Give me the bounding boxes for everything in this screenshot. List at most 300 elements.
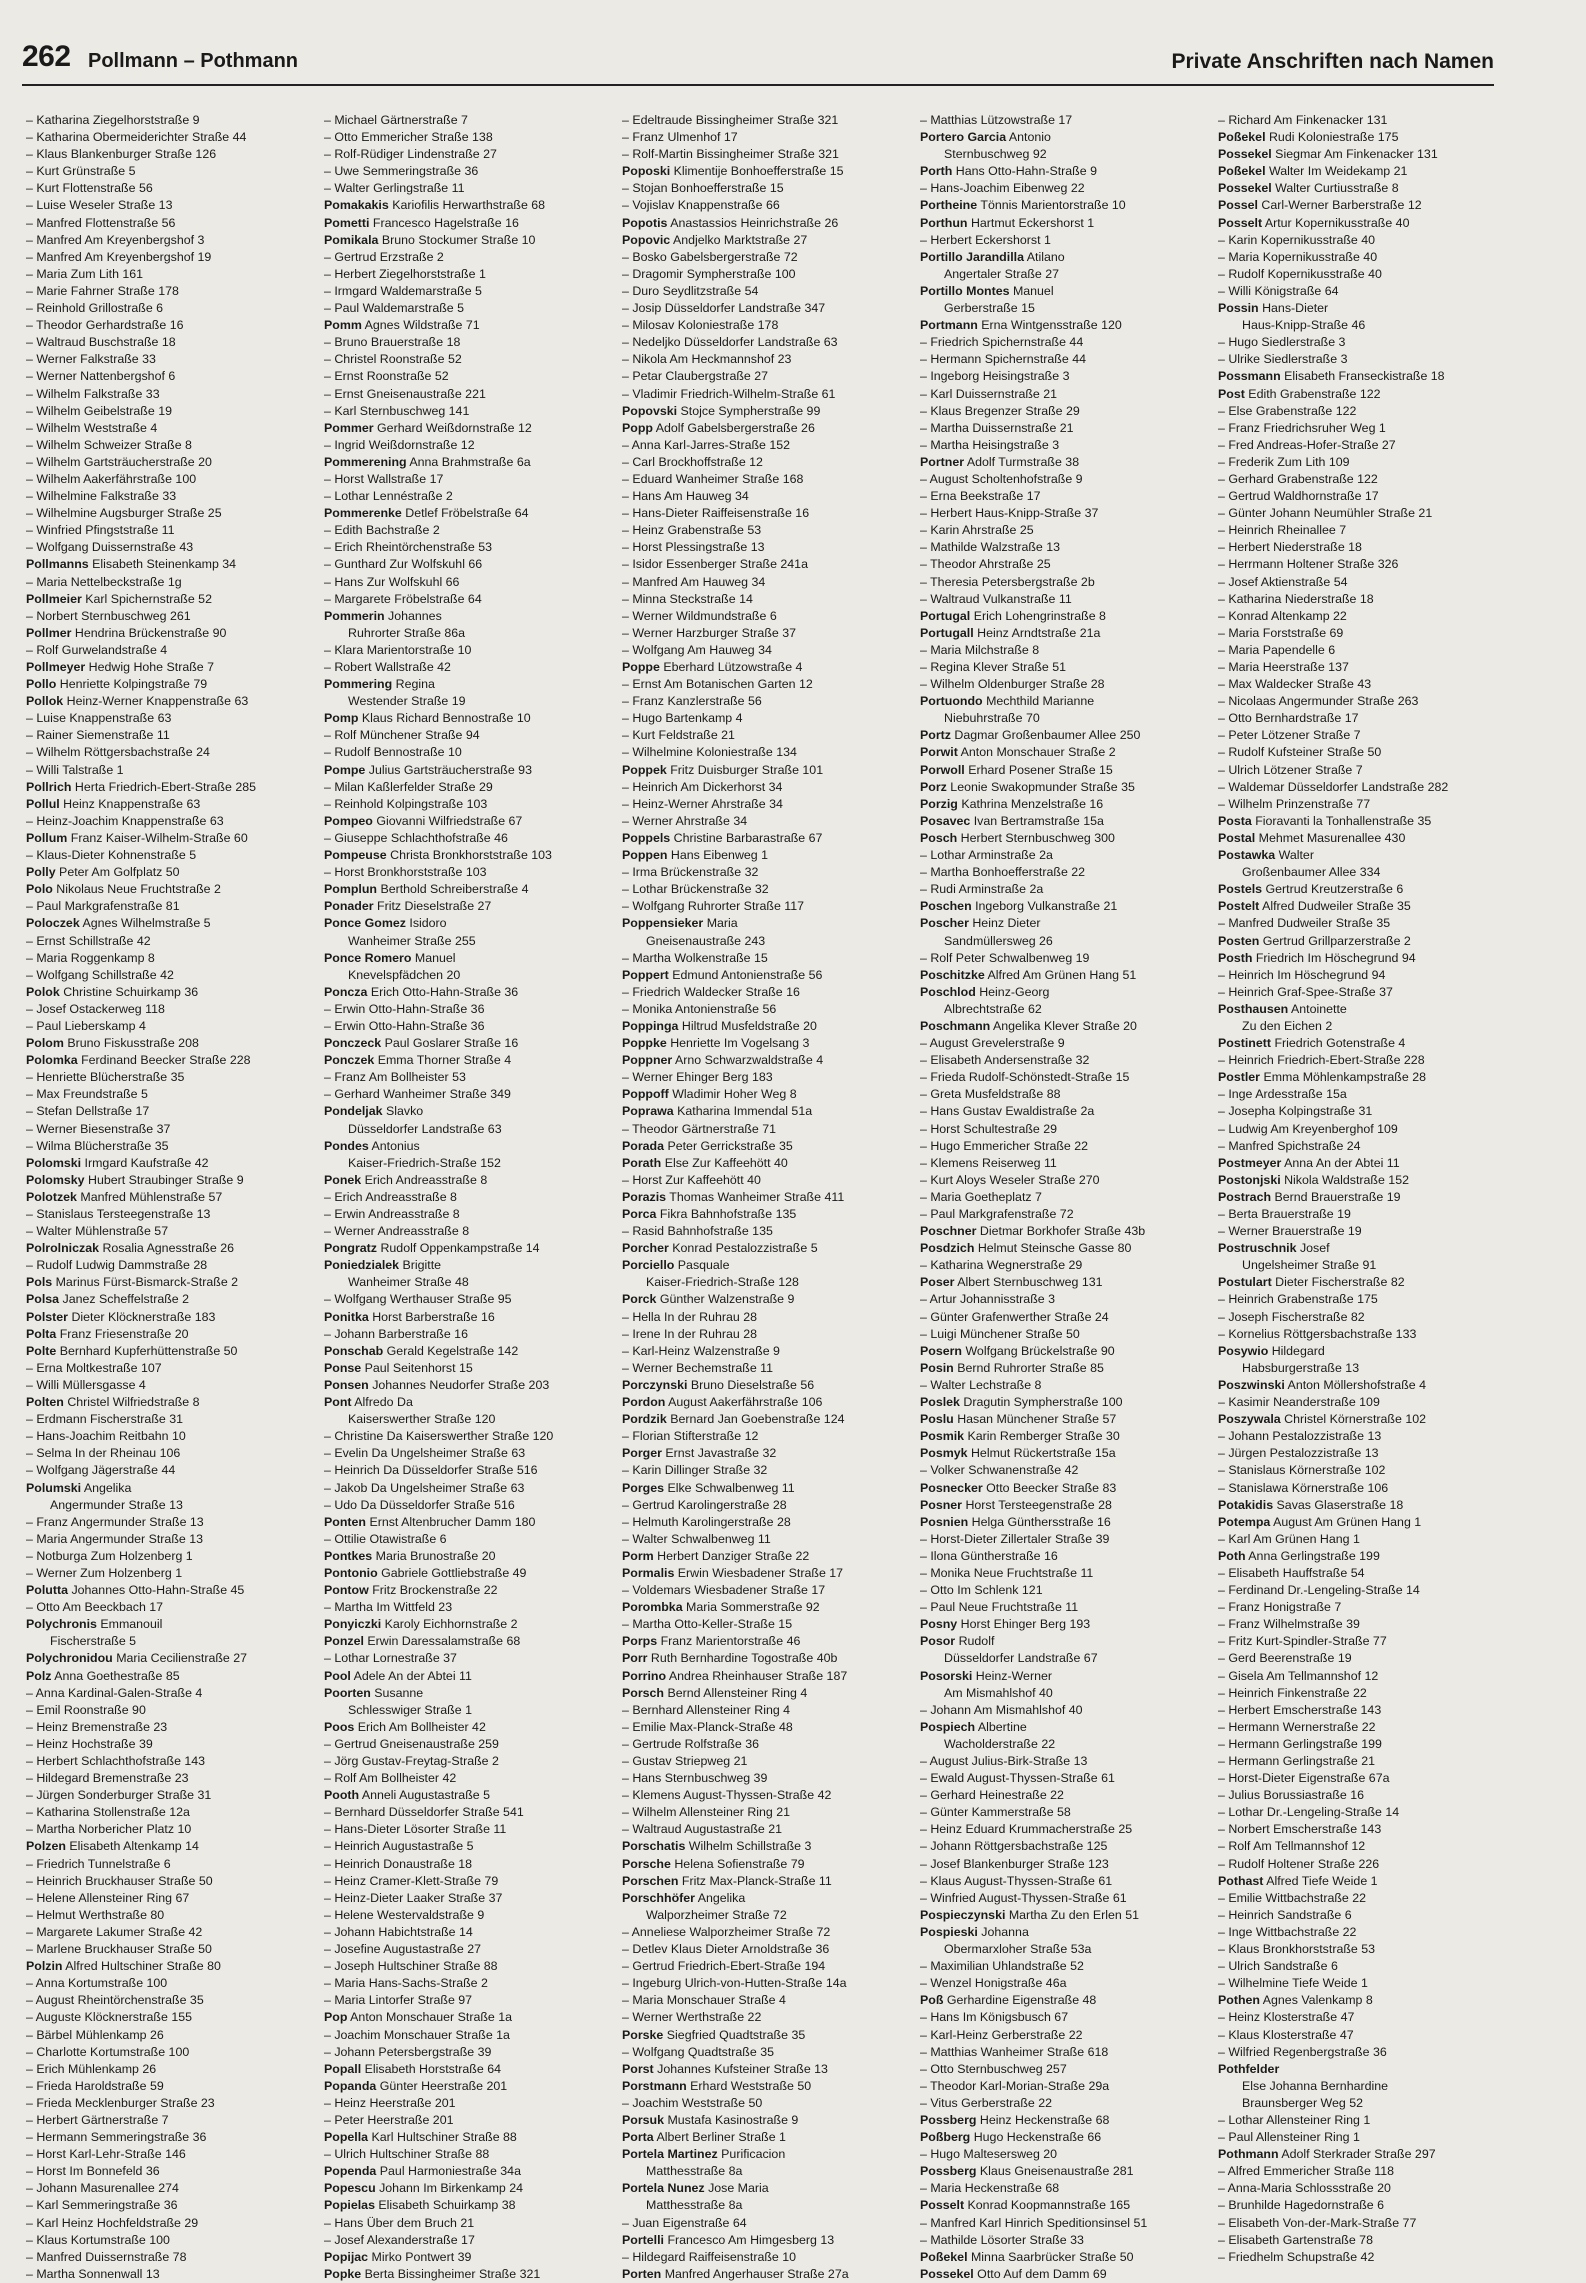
surname: Pollok: [26, 694, 64, 709]
directory-entry: – Friedrich Tunnelstraße 6: [26, 1856, 171, 1871]
surname: Porst: [622, 2061, 654, 2076]
directory-entry: – Lothar Allensteiner Ring 1: [1218, 2112, 1371, 2127]
directory-entry: Pommer Gerhard Weißdornstraße 12: [324, 420, 532, 435]
directory-entry: – Franz Ulmenhof 17: [622, 130, 738, 145]
directory-entry: Knevelspfädchen 20: [348, 967, 461, 982]
surname: Polomski: [26, 1155, 82, 1170]
directory-entry: – Vladimir Friedrich-Wilhelm-Straße 61: [622, 386, 836, 401]
directory-entry: – Edeltraude Bissingheimer Straße 321: [622, 113, 839, 127]
directory-entry: – Artur Johannisstraße 3: [920, 1292, 1055, 1307]
directory-entry: – Wilhelm Prinzenstraße 77: [1218, 796, 1371, 811]
surname: Poppek: [622, 762, 667, 777]
directory-entry: – Hugo Bartenkamp 4: [622, 711, 743, 726]
surname: Polster: [26, 1309, 69, 1324]
directory-entry: – Heinrich Sandstraße 6: [1218, 1907, 1352, 1922]
directory-entry: – Heinrich Augustastraße 5: [324, 1839, 474, 1854]
directory-entry: Posern Wolfgang Brückelstraße 90: [920, 1343, 1115, 1358]
directory-entry: – Hugo Emmericher Straße 22: [920, 1138, 1089, 1153]
directory-entry: – Karl-Heinz Walzenstraße 9: [622, 1343, 780, 1358]
directory-entry: Gneisenaustraße 243: [646, 933, 766, 948]
directory-entry: – Petar Claubergstraße 27: [622, 369, 769, 384]
directory-entry: Ponse Paul Seitenhorst 15: [324, 1360, 473, 1375]
directory-entry: – Helene Westervaldstraße 9: [324, 1907, 485, 1922]
directory-entry: Posor Rudolf: [920, 1634, 995, 1649]
directory-entry: Poschmann Angelika Klever Straße 20: [920, 1018, 1137, 1033]
directory-entry: – Otto Im Schlenk 121: [920, 1583, 1043, 1598]
surname: Posin: [920, 1360, 954, 1375]
directory-entry: Porth Hans Otto-Hahn-Straße 9: [920, 164, 1097, 179]
directory-entry: Pollok Heinz-Werner Knappenstraße 63: [26, 694, 249, 709]
surname: Possberg: [920, 2112, 977, 2127]
surname: Ponader: [324, 899, 374, 914]
directory-entry: – Theodor Ahrstraße 25: [920, 557, 1051, 572]
directory-entry: Porsche Helena Sofienstraße 79: [622, 1856, 805, 1871]
directory-entry: – Maria Milchstraße 8: [920, 642, 1040, 657]
directory-entry: – Kurt Aloys Weseler Straße 270: [920, 1172, 1100, 1187]
directory-entry: Portillo Jarandilla Atilano: [920, 249, 1065, 264]
directory-entry: Porr Ruth Bernhardine Togostraße 40b: [622, 1651, 838, 1666]
surname: Ponsen: [324, 1377, 369, 1392]
directory-entry: – Otto Emmericher Straße 138: [324, 130, 493, 145]
surname: Ponzel: [324, 1634, 364, 1649]
directory-entry: – Heinrich Graf-Spee-Straße 37: [1218, 984, 1393, 999]
surname: Poloczek: [26, 916, 80, 931]
directory-entry: Polychronidou Maria Cecilienstraße 27: [26, 1651, 248, 1666]
directory-entry: – Johann Röttgersbachstraße 125: [920, 1839, 1108, 1854]
directory-entry: – Horst Schultestraße 29: [920, 1121, 1058, 1136]
directory-entry: Pooth Anneli Augustastraße 5: [324, 1788, 490, 1803]
directory-entry: – Maria Roggenkamp 8: [26, 950, 155, 965]
directory-entry: – Wilhelm Geibelstraße 19: [26, 403, 172, 418]
directory-entry: – Hermann Gerlingstraße 199: [1218, 1736, 1382, 1751]
surname: Pooth: [324, 1788, 360, 1803]
directory-entry: Zu den Eichen 2: [1242, 1018, 1333, 1033]
directory-entry: Postawka Walter: [1218, 848, 1314, 863]
directory-entry: Pontkes Maria Brunostraße 20: [324, 1548, 496, 1563]
directory-entry: – Selma In der Rheinau 106: [26, 1446, 181, 1461]
directory-entry: Porrino Andrea Rheinhauser Straße 187: [622, 1668, 848, 1683]
surname: Portelli: [622, 2232, 664, 2247]
directory-entry: Portheine Tönnis Marientorstraße 10: [920, 198, 1126, 213]
surname: Posta: [1218, 813, 1252, 828]
directory-entry: Ponyiczki Karoly Eichhornstraße 2: [324, 1617, 518, 1632]
directory-entry: Possekel Siegmar Am Finkenacker 131: [1218, 147, 1438, 162]
directory-entry: Pollmanns Elisabeth Steinenkamp 34: [26, 557, 237, 572]
directory-entry: Polo Nikolaus Neue Fruchtstraße 2: [26, 882, 221, 897]
directory-entry: – Paul Allensteiner Ring 1: [1218, 2130, 1360, 2145]
directory-entry: – Katharina Niederstraße 18: [1218, 591, 1374, 606]
directory-entry: Porciello Pasquale: [622, 1258, 730, 1273]
directory-entry: – Vitus Gerberstraße 22: [920, 2095, 1053, 2110]
directory-entry: Popovski Stojce Sympherstraße 99: [622, 403, 821, 418]
directory-entry: Posdzich Helmut Steinsche Gasse 80: [920, 1241, 1132, 1256]
directory-entry: Matthesstraße 8a: [646, 2164, 743, 2179]
directory-entry: Postler Emma Möhlenkampstraße 28: [1218, 1070, 1426, 1085]
surname: Portmann: [920, 318, 978, 333]
directory-entry: – Hans Zur Wolfskuhl 66: [324, 574, 460, 589]
directory-entry: – Frederik Zum Lith 109: [1218, 454, 1350, 469]
surname: Pomm: [324, 318, 362, 333]
directory-entry: – Werner Wildmundstraße 6: [622, 608, 777, 623]
directory-entry: Poniedzialek Brigitte: [324, 1258, 442, 1273]
surname: Pomakakis: [324, 198, 389, 213]
directory-entry: – Christine Da Kaiserswerther Straße 120: [324, 1429, 554, 1444]
directory-entry: Porges Elke Schwalbenweg 11: [622, 1480, 795, 1495]
surname: Pommerening: [324, 454, 407, 469]
directory-entry: – Otto Bernhardstraße 17: [1218, 711, 1359, 726]
directory-entry: – Werner Zum Holzenberg 1: [26, 1565, 183, 1580]
directory-entry: – Max Freundstraße 5: [26, 1087, 148, 1102]
directory-entry: Portz Dagmar Großenbaumer Allee 250: [920, 728, 1141, 743]
surname: Possekel: [1218, 147, 1272, 162]
directory-entry: – Heinrich Da Düsseldorfer Straße 516: [324, 1463, 538, 1478]
surname: Pomikala: [324, 232, 379, 247]
directory-entry: – Klaus Bregenzer Straße 29: [920, 403, 1080, 418]
surname: Ponce Romero: [324, 950, 412, 965]
directory-entry: – Werner Falkstraße 33: [26, 352, 156, 367]
directory-entry: – Werner Bechemstraße 11: [622, 1360, 774, 1375]
directory-entry: – Karl Sternbuschweg 141: [324, 403, 470, 418]
directory-entry: – Volker Schwanenstraße 42: [920, 1463, 1079, 1478]
surname: Popenda: [324, 2164, 377, 2179]
directory-entry: Posavec Ivan Bertramstraße 15a: [920, 813, 1104, 828]
surname: Porciello: [622, 1258, 675, 1273]
directory-entry: – Anna Kardinal-Galen-Straße 4: [26, 1685, 203, 1700]
directory-entry: – Hugo Maltesersweg 20: [920, 2147, 1058, 2162]
surname: Pop: [324, 2010, 348, 2025]
directory-entry: – Maria Lintorfer Straße 97: [324, 1993, 473, 2008]
directory-entry: – Willi Talstraße 1: [26, 762, 124, 777]
directory-entry: – Rudolf Bennostraße 10: [324, 745, 462, 760]
directory-entry: – Horst-Dieter Eigenstraße 67a: [1218, 1771, 1390, 1786]
surname: Porsch: [622, 1685, 665, 1700]
directory-entry: Porthun Hartmut Eckershorst 1: [920, 215, 1095, 230]
directory-entry: – Heinrich Im Höschegrund 94: [1218, 967, 1386, 982]
directory-entry: Porten Manfred Angerhauser Straße 27a: [622, 2266, 849, 2281]
surname: Polly: [26, 865, 56, 880]
directory-entry: – Josef Aktienstraße 54: [1218, 574, 1348, 589]
directory-entry: Poslek Dragutin Sympherstraße 100: [920, 1395, 1123, 1410]
directory-entry: – Horst Plessingstraße 13: [622, 540, 765, 555]
directory-column-3: [622, 112, 910, 2283]
directory-entry: – Elisabeth Andersenstraße 32: [920, 1053, 1090, 1068]
directory-entry: Poppinga Hiltrud Musfeldstraße 20: [622, 1018, 817, 1033]
surname: Portugall: [920, 625, 974, 640]
surname: Pollrich: [26, 779, 72, 794]
directory-entry: – Manfred Am Kreyenbergshof 19: [26, 249, 212, 264]
directory-entry: – Erich Andreasstraße 8: [324, 1189, 457, 1204]
directory-entry: Pommerening Anna Brahmstraße 6a: [324, 454, 531, 469]
directory-entry: – Stefan Dellstraße 17: [26, 1104, 150, 1119]
directory-entry: Porwoll Erhard Posener Straße 15: [920, 762, 1113, 777]
directory-entry: – Notburga Zum Holzenberg 1: [26, 1548, 193, 1563]
directory-entry: Angermunder Straße 13: [50, 1497, 183, 1512]
surname: Portillo Jarandilla: [920, 249, 1024, 264]
directory-entry: – Günter Kammerstraße 58: [920, 1805, 1071, 1820]
directory-entry: – Herbert Schlachthofstraße 143: [26, 1754, 206, 1768]
directory-entry: – Katharina Ziegelhorststraße 9: [26, 113, 200, 127]
directory-entry: Posmik Karin Remberger Straße 30: [920, 1429, 1120, 1444]
surname: Pompe: [324, 762, 366, 777]
surname: Poslek: [920, 1395, 960, 1410]
surname: Porm: [622, 1548, 654, 1563]
directory-entry: – Stanislaus Tersteegenstraße 13: [26, 1207, 211, 1221]
surname: Posner: [920, 1497, 963, 1512]
surname: Pondes: [324, 1138, 369, 1153]
directory-entry: – Greta Musfeldstraße 88: [920, 1087, 1061, 1102]
surname: Polsa: [26, 1292, 60, 1307]
directory-entry: – Manfred Dudweiler Straße 35: [1218, 916, 1391, 931]
directory-entry: – Josepha Kolpingstraße 31: [1218, 1104, 1373, 1119]
directory-entry: – Heinz Hochstraße 39: [26, 1736, 153, 1751]
surname: Porczynski: [622, 1377, 688, 1392]
directory-entry: – Waltraud Buschstraße 18: [26, 335, 176, 350]
directory-entry: – Martha Sonnenwall 13: [26, 2266, 160, 2281]
directory-entry: – Gerhard Heinestraße 22: [920, 1788, 1064, 1803]
directory-entry: – Theresia Petersbergstraße 2b: [920, 574, 1095, 589]
surname: Pongratz: [324, 1241, 378, 1256]
surname: Popovic: [622, 232, 671, 247]
directory-entry: – Udo Da Düsseldorfer Straße 516: [324, 1497, 515, 1512]
directory-entry: Großenbaumer Allee 334: [1242, 865, 1381, 880]
directory-entry: – Stanislaus Körnerstraße 102: [1218, 1463, 1386, 1478]
directory-entry: Polzen Elisabeth Altenkamp 14: [26, 1839, 199, 1854]
directory-entry: – Reinhold Grillostraße 6: [26, 301, 164, 316]
directory-entry: – Erich Mühlenkamp 26: [26, 2061, 157, 2076]
directory-entry: – Elisabeth Von-der-Mark-Straße 77: [1218, 2215, 1417, 2230]
surname: Poschlod: [920, 984, 976, 999]
surname: Portugal: [920, 608, 971, 623]
directory-entry: – Voldemars Wiesbadener Straße 17: [622, 1583, 826, 1598]
directory-entry: Pondeljak Slavko: [324, 1104, 424, 1119]
directory-entry: – Bernhard Düsseldorfer Straße 541: [324, 1805, 524, 1820]
directory-entry: Sandmüllersweg 26: [944, 933, 1053, 948]
directory-entry: – Klaus-Dieter Kohnenstraße 5: [26, 848, 197, 863]
directory-entry: – Herbert Haus-Knipp-Straße 37: [920, 506, 1099, 521]
directory-entry: – Heinz-Werner Ahrstraße 34: [622, 796, 783, 811]
surname: Popovski: [622, 403, 678, 418]
directory-entry: Poßekel Rudi Koloniestraße 175: [1218, 130, 1399, 145]
directory-entry: Polster Dieter Klöcknerstraße 183: [26, 1309, 216, 1324]
directory-entry: Ponce Gomez Isidoro: [324, 916, 447, 931]
surname: Pospieski: [920, 1924, 978, 1939]
surname: Polom: [26, 1036, 64, 1051]
surname: Posavec: [920, 813, 971, 828]
surname: Postels: [1218, 882, 1263, 897]
directory-entry: Possberg Heinz Heckenstraße 68: [920, 2112, 1110, 2127]
surname: Polte: [26, 1343, 57, 1358]
directory-entry: – Gertrud Gneisenaustraße 259: [324, 1736, 499, 1751]
directory-entry: Ponsen Johannes Neudorfer Straße 203: [324, 1377, 550, 1392]
surname: Porz: [920, 779, 947, 794]
directory-entry: – Theodor Gerhardstraße 16: [26, 318, 184, 333]
directory-entry: Portela Nunez Jose Maria: [622, 2181, 769, 2196]
surname: Pordzik: [622, 1412, 667, 1427]
directory-entry: Poschlod Heinz-Georg: [920, 984, 1050, 999]
directory-entry: Pollum Franz Kaiser-Wilhelm-Straße 60: [26, 830, 248, 845]
directory-entry: – Winfried August-Thyssen-Straße 61: [920, 1890, 1127, 1905]
directory-entry: – Paul Markgrafenstraße 72: [920, 1207, 1074, 1221]
directory-entry: – Wolfgang Quadtstraße 35: [622, 2044, 774, 2059]
directory-entry: Pospiech Albertine: [920, 1719, 1027, 1734]
directory-entry: Post Edith Grabenstraße 122: [1218, 386, 1381, 401]
directory-entry: – Gertrude Rolfstraße 36: [622, 1736, 760, 1751]
directory-entry: – Karin Kopernikusstraße 40: [1218, 232, 1376, 247]
directory-entry: Pomakakis Kariofilis Herwarthstraße 68: [324, 198, 546, 213]
directory-entry: – Franz Friedrichsruher Weg 1: [1218, 420, 1386, 435]
directory-entry: – Wilhelm Falkstraße 33: [26, 386, 160, 401]
directory-entry: Posmyk Helmut Rückertstraße 15a: [920, 1446, 1116, 1461]
directory-entry: – Henriette Blücherstraße 35: [26, 1070, 185, 1085]
surname: Polta: [26, 1326, 57, 1341]
surname: Posmyk: [920, 1446, 968, 1461]
directory-column-4: [920, 112, 1208, 2283]
surname: Postmeyer: [1218, 1155, 1282, 1170]
directory-entry: Poßekel Minna Saarbrücker Straße 50: [920, 2249, 1134, 2264]
directory-entry: Portuondo Mechthild Marianne: [920, 694, 1095, 709]
directory-entry: – Monika Antonienstraße 56: [622, 1001, 777, 1016]
directory-entry: – Otto Sternbuschweg 257: [920, 2061, 1067, 2076]
directory-entry: – Ferdinand Dr.-Lengeling-Straße 14: [1218, 1583, 1420, 1598]
directory-entry: – August Grevelerstraße 9: [920, 1036, 1065, 1051]
directory-entry: – Werner Brauerstraße 19: [1218, 1224, 1362, 1239]
directory-entry: – Helmuth Karolingerstraße 28: [622, 1514, 791, 1529]
directory-entry: – Dragomir Sympherstraße 100: [622, 266, 796, 281]
directory-entry: – Charlotte Kortumstraße 100: [26, 2044, 190, 2059]
surname: Posorski: [920, 1668, 973, 1683]
directory-entry: – Ingeborg Heisingstraße 3: [920, 369, 1070, 384]
directory-entry: Albrechtstraße 62: [944, 1001, 1042, 1016]
directory-entry: – Hans Im Königsbusch 67: [920, 2010, 1069, 2025]
directory-entry: Pont Alfredo Da: [324, 1395, 413, 1410]
surname: Porck: [622, 1292, 657, 1307]
directory-entry: – Anna-Maria Schlossstraße 20: [1218, 2181, 1391, 2196]
directory-entry: Poppner Arno Schwarzwaldstraße 4: [622, 1053, 824, 1068]
directory-entry: – Ulrich Lötzener Straße 7: [1218, 762, 1363, 777]
directory-entry: – Brunhilde Hagedornstraße 6: [1218, 2198, 1384, 2213]
directory-entry: – Heinz Eduard Krummacherstraße 25: [920, 1822, 1133, 1837]
directory-entry: Popescu Johann Im Birkenkamp 24: [324, 2181, 524, 2196]
surname: Porschatis: [622, 1839, 686, 1854]
directory-entry: – Katharina Obermeiderichter Straße 44: [26, 130, 247, 145]
directory-entry: – Wilhelm Aakerfährstraße 100: [26, 471, 197, 486]
directory-entry: – Irmgard Waldemarstraße 5: [324, 283, 482, 298]
surname: Poth: [1218, 1548, 1246, 1563]
directory-entry: – Michael Gärtnerstraße 7: [324, 113, 468, 127]
surname: Portheine: [920, 198, 978, 213]
directory-entry: Pospieski Johanna: [920, 1924, 1029, 1939]
surname: Pommer: [324, 420, 374, 435]
surname: Ponce Gomez: [324, 916, 406, 931]
directory-entry: Else Johanna Bernhardine: [1242, 2078, 1389, 2093]
directory-entry: Popella Karl Hultschiner Straße 88: [324, 2130, 517, 2145]
directory-entry: Pop Anton Monschauer Straße 1a: [324, 2010, 513, 2025]
directory-entry: – Erna Moltkestraße 107: [26, 1360, 162, 1375]
directory-entry: – Heinrich Rheinallee 7: [1218, 523, 1347, 538]
directory-entry: Porps Franz Marientorstraße 46: [622, 1634, 801, 1649]
directory-entry: Posnecker Otto Beecker Straße 83: [920, 1480, 1117, 1495]
directory-entry: Porcher Konrad Pestalozzistraße 5: [622, 1241, 818, 1256]
surname: Posch: [920, 830, 958, 845]
directory-entry: – Gerhard Grabenstraße 122: [1218, 471, 1378, 486]
directory-entry: – Hildegard Bremenstraße 23: [26, 1771, 189, 1786]
directory-entry: Habsburgerstraße 13: [1242, 1360, 1360, 1375]
directory-entry: – Rolf Gurwelandstraße 4: [26, 642, 168, 657]
directory-entry: Popenda Paul Harmoniestraße 34a: [324, 2164, 521, 2179]
directory-entry: Posthausen Antoinette: [1218, 1001, 1347, 1016]
directory-entry: Pols Marinus Fürst-Bismarck-Straße 2: [26, 1275, 239, 1290]
directory-entry: – Marie Fahrner Straße 178: [26, 283, 179, 298]
surname: Polzen: [26, 1839, 66, 1854]
surname: Porger: [622, 1446, 662, 1461]
surname: Possekel: [920, 2266, 974, 2281]
surname: Pols: [26, 1275, 53, 1290]
directory-entry: Pometti Francesco Hagelstraße 16: [324, 215, 519, 230]
directory-entry: – Josip Düsseldorfer Landstraße 347: [622, 301, 826, 316]
directory-entry: – Gertrud Waldhornstraße 17: [1218, 489, 1379, 504]
directory-entry: Walporzheimer Straße 72: [646, 1907, 787, 1922]
directory-entry: Posch Herbert Sternbuschweg 300: [920, 830, 1115, 845]
directory-entry: Postrach Bernd Brauerstraße 19: [1218, 1189, 1401, 1204]
directory-entry: – Luise Weseler Straße 13: [26, 198, 173, 213]
surname: Potempa: [1218, 1514, 1271, 1529]
surname: Popall: [324, 2061, 362, 2076]
directory-entry: – Heinrich Finkenstraße 22: [1218, 1685, 1367, 1700]
directory-entry: – Berta Brauerstraße 19: [1218, 1207, 1351, 1221]
directory-entry: – Horst Im Bonnefeld 36: [26, 2164, 160, 2179]
directory-entry: – Hermann Spichernstraße 44: [920, 352, 1086, 367]
surname: Popella: [324, 2130, 369, 2145]
directory-entry: Pothast Alfred Tiefe Weide 1: [1218, 1873, 1378, 1888]
surname: Porthun: [920, 215, 968, 230]
directory-entry: – Heinz Bremenstraße 23: [26, 1719, 168, 1734]
directory-entry: – Heinrich Grabenstraße 175: [1218, 1292, 1378, 1307]
directory-entry: Pormalis Erwin Wiesbadener Straße 17: [622, 1565, 844, 1580]
directory-entry: – Klemens Reiserweg 11: [920, 1155, 1057, 1170]
directory-entry: – Manfred Spichstraße 24: [1218, 1138, 1361, 1153]
surname: Poßekel: [1218, 130, 1266, 145]
directory-entry: – Detlev Klaus Dieter Arnoldstraße 36: [622, 1942, 830, 1957]
directory-entry: Posin Bernd Ruhrorter Straße 85: [920, 1360, 1104, 1375]
directory-entry: – Johann Petersbergstraße 39: [324, 2044, 492, 2059]
directory-entry: Porstmann Erhard Weststraße 50: [622, 2078, 812, 2093]
directory-entry: – Hans Sternbuschweg 39: [622, 1771, 768, 1786]
directory-entry: Poß Gerhardine Eigenstraße 48: [920, 1993, 1097, 2008]
directory-entry: – Johann Barberstraße 16: [324, 1326, 468, 1341]
directory-entry: Porath Else Zur Kaffeehött 40: [622, 1155, 788, 1170]
directory-entry: Popielas Elisabeth Schuirkamp 38: [324, 2198, 516, 2213]
directory-entry: – Erwin Otto-Hahn-Straße 36: [324, 1018, 485, 1033]
directory-entry: Niebuhrstraße 70: [944, 711, 1040, 726]
directory-entry: Posner Horst Tersteegenstraße 28: [920, 1497, 1112, 1512]
directory-entry: – Kasimir Neanderstraße 109: [1218, 1395, 1380, 1410]
directory-entry: – Emilie Wittbachstraße 22: [1218, 1890, 1367, 1905]
surname: Porstmann: [622, 2078, 687, 2093]
directory-entry: – Herrmann Holtener Straße 326: [1218, 557, 1399, 572]
directory-entry: – Maria Goetheplatz 7: [920, 1189, 1042, 1204]
directory-entry: – Ingrid Weißdornstraße 12: [324, 437, 475, 452]
directory-entry: Pomikala Bruno Stockumer Straße 10: [324, 232, 536, 247]
directory-entry: – Klaus Kortumstraße 100: [26, 2232, 170, 2247]
surname: Popescu: [324, 2181, 376, 2196]
directory-entry: Pontonio Gabriele Gottliebstraße 49: [324, 1565, 527, 1580]
directory-entry: Pomm Agnes Wildstraße 71: [324, 318, 480, 333]
surname: Poppen: [622, 848, 668, 863]
surname: Ponczeck: [324, 1036, 382, 1051]
directory-entry: – Karl Semmeringstraße 36: [26, 2198, 178, 2213]
directory-entry: Polz Anna Goethestraße 85: [26, 1668, 180, 1683]
directory-entry: Possekel Walter Curtiusstraße 8: [1218, 181, 1399, 196]
